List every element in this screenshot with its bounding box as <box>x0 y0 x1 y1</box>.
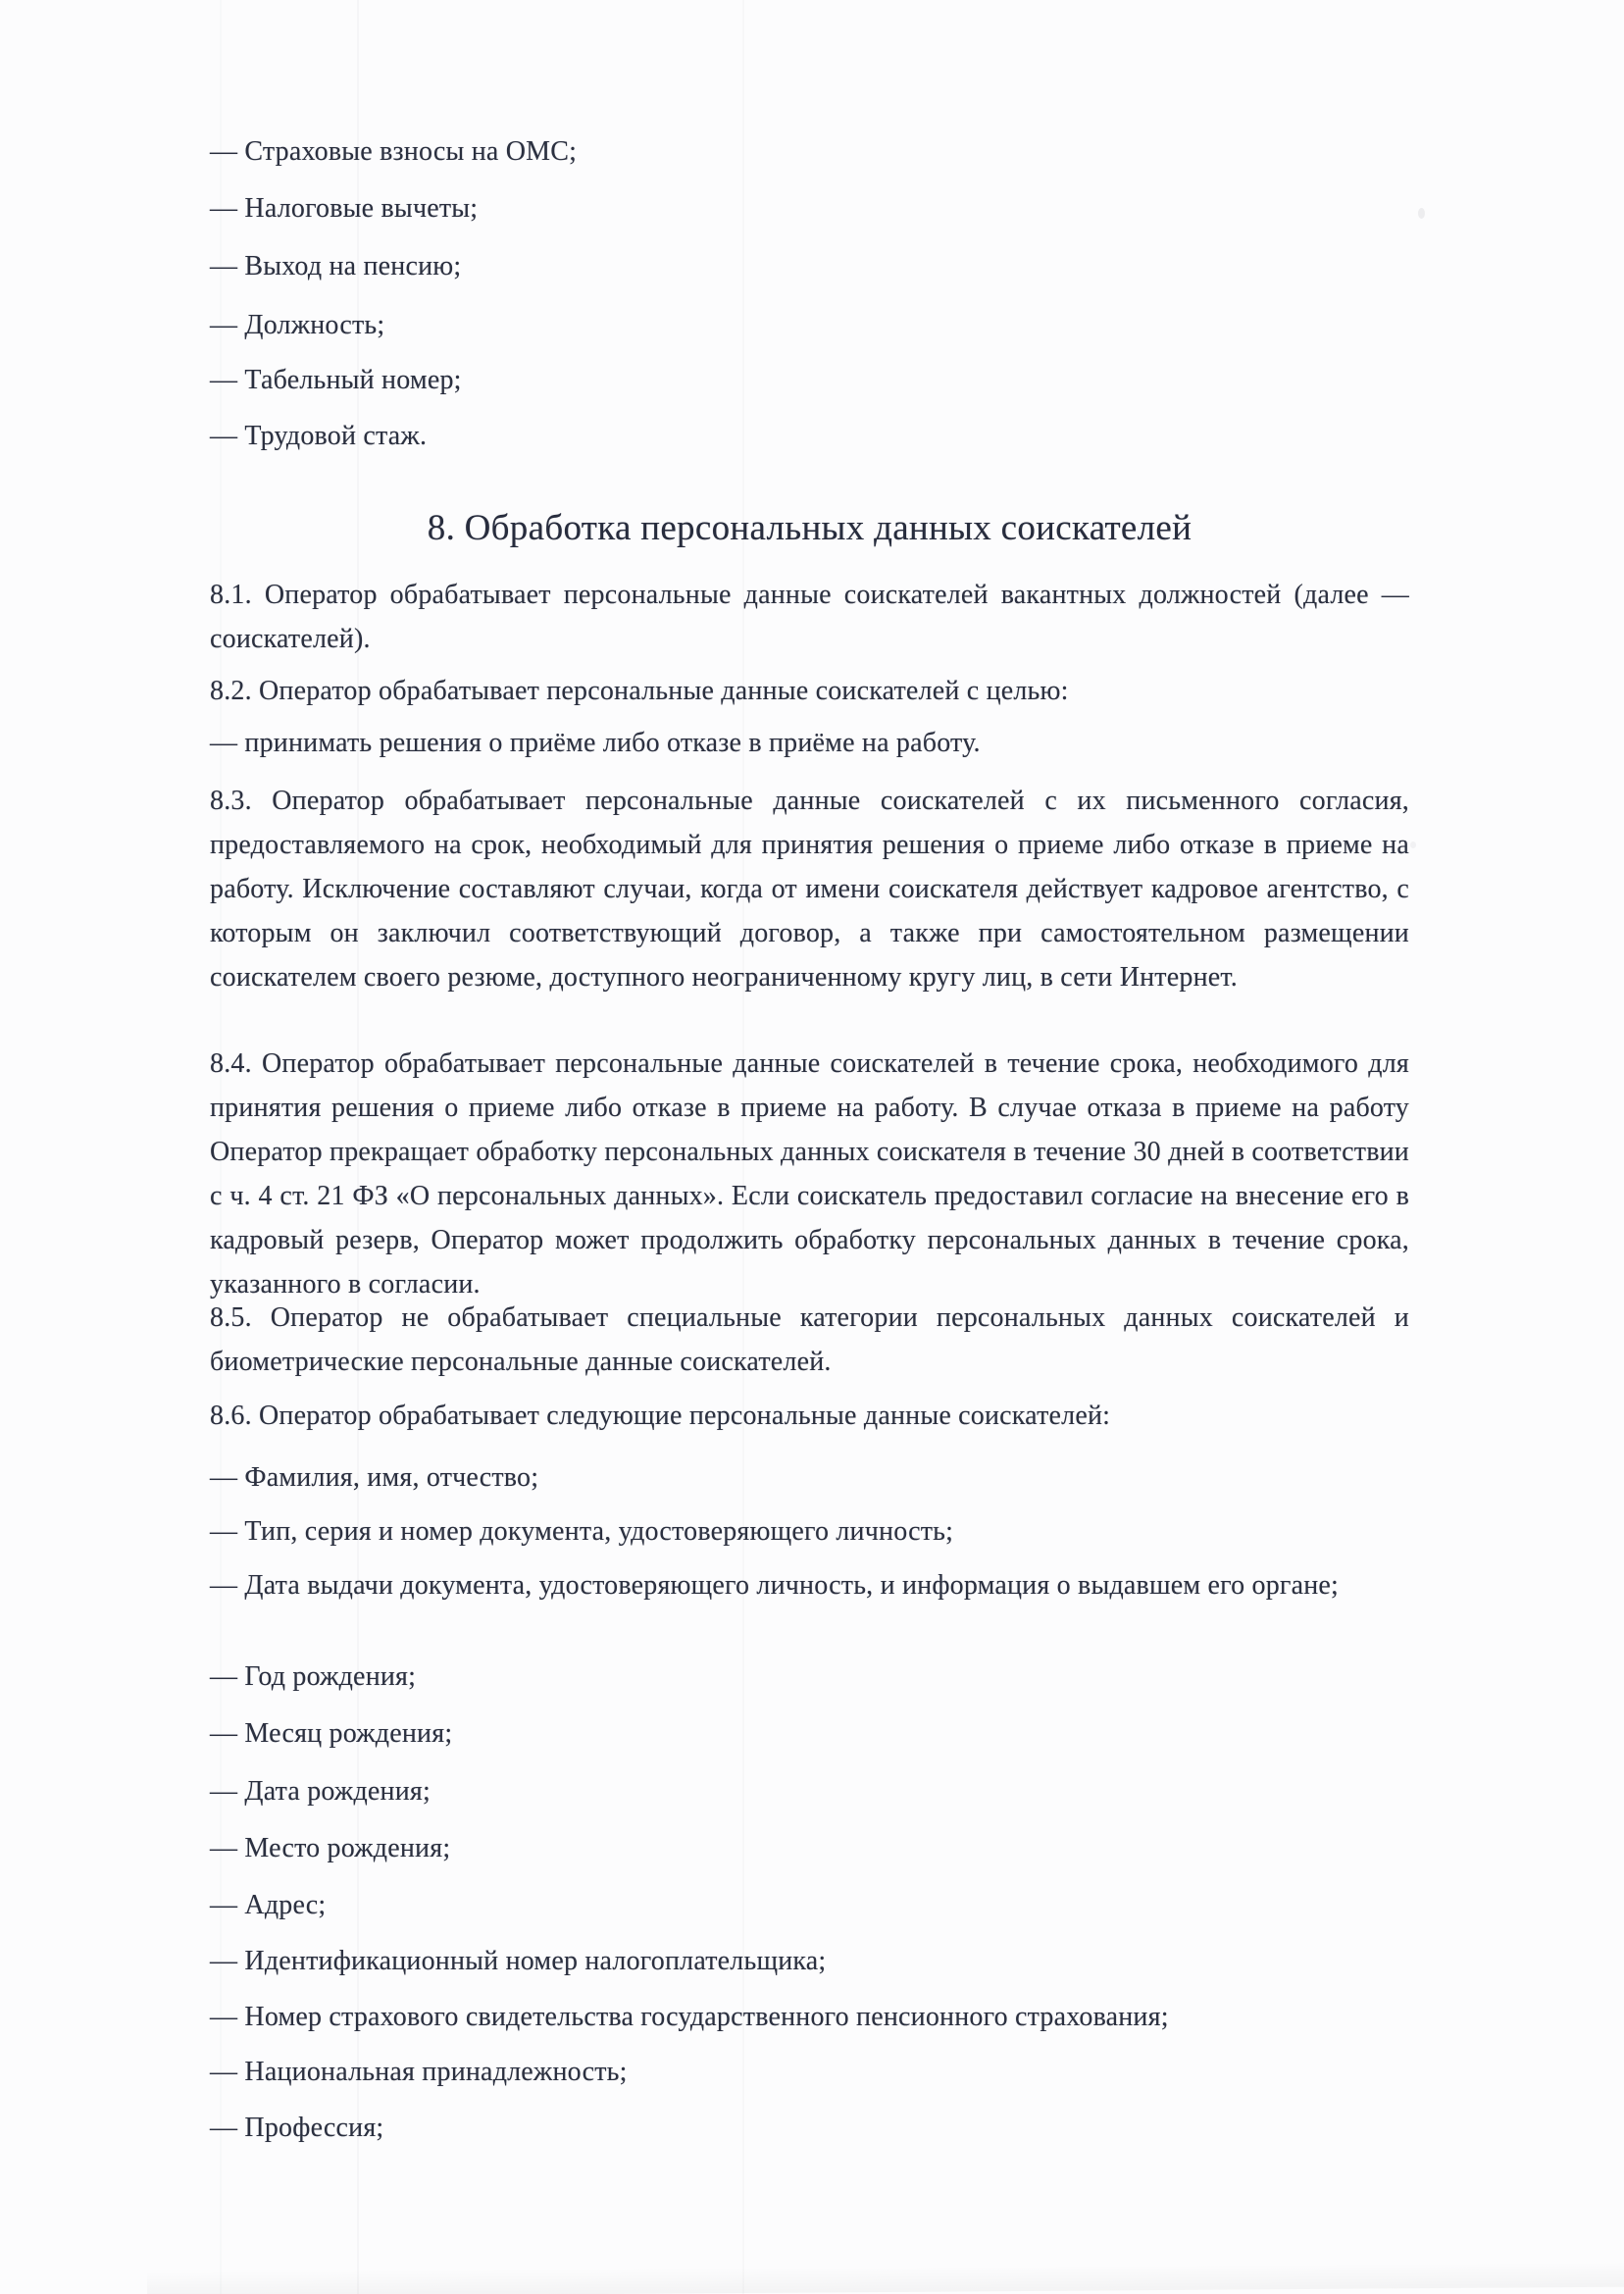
data-item-birth-date: — Дата рождения; <box>210 1776 431 1807</box>
data-item-address: — Адрес; <box>210 1890 327 1920</box>
data-item-birth-year: — Год рождения; <box>210 1661 417 1692</box>
list-item-retirement: — Выход на пенсию; <box>210 251 462 281</box>
paragraph-8-2-list-item: — принимать решения о приёме либо отказе в приёме на работу. <box>210 728 981 758</box>
list-item-work-experience: — Трудовой стаж. <box>210 421 428 451</box>
scan-speck <box>1410 841 1416 848</box>
list-item-insurance-oms: — Страховые взносы на ОМС; <box>210 136 578 167</box>
data-item-pension-insurance-number: — Номер страхового свидетельства государственного пенсионного страхования; <box>210 2002 1169 2032</box>
data-item-profession: — Профессия; <box>210 2113 384 2143</box>
paragraph-8-4: 8.4. Оператор обрабатывает персональные данные соискателей в течение срока, необходимого для принятия решения о приеме либо отказе в приеме на работу. В случае отказа в приеме на работу Оператор прекращает обработку персональных данных соискателя в течение 30 дней в соответствии с ч. 4 ст. 21 ФЗ «О персональных данных». Если соискатель предоставил согласие на внесение его в кадровый резерв, Оператор может продолжить обработку персональных данных в течение срока, указанного в согласии. <box>210 1048 1409 1300</box>
data-item-birth-place: — Место рождения; <box>210 1833 451 1863</box>
list-item-position: — Должность; <box>210 310 385 340</box>
paragraph-8-6: 8.6. Оператор обрабатывает следующие персональные данные соискателей: <box>210 1401 1111 1431</box>
section-heading: 8. Обработка персональных данных соискателей <box>427 508 1193 548</box>
data-item-document-issue-info: — Дата выдачи документа, удостоверяющего личность, и информация о выдавшем его органе; <box>210 1570 1339 1601</box>
data-item-birth-month: — Месяц рождения; <box>210 1718 453 1749</box>
paragraph-8-1: 8.1. Оператор обрабатывает персональные данные соискателей вакантных должностей (далее — соискателей). <box>210 580 1409 654</box>
scan-speck <box>1418 208 1425 219</box>
data-item-nationality: — Национальная принадлежность; <box>210 2057 628 2087</box>
data-item-full-name: — Фамилия, имя, отчество; <box>210 1462 539 1493</box>
list-item-personnel-number: — Табельный номер; <box>210 365 462 395</box>
list-item-tax-deductions: — Налоговые вычеты; <box>210 193 479 224</box>
paragraph-8-5: 8.5. Оператор не обрабатывает специальные категории персональных данных соискателей и биометрические персональные данные соискателей. <box>210 1302 1409 1377</box>
data-item-identity-document: — Тип, серия и номер документа, удостоверяющего личность; <box>210 1516 954 1547</box>
document-content <box>210 0 1409 2294</box>
paragraph-8-2: 8.2. Оператор обрабатывает персональные данные соискателей с целью: <box>210 676 1069 706</box>
paragraph-8-3: 8.3. Оператор обрабатывает персональные данные соискателей с их письменного согласия, предоставляемого на срок, необходимый для принятия решения о приеме либо отказе в приеме на работу. Исключение составляют случаи, когда от имени соискателя действует кадровое агентство, с которым он заключил соответствующий договор, а также при самостоятельном размещении соискателем своего резюме, доступного неограниченному кругу лиц, в сети Интернет. <box>210 786 1409 993</box>
data-item-taxpayer-id: — Идентификационный номер налогоплательщика; <box>210 1946 827 1976</box>
